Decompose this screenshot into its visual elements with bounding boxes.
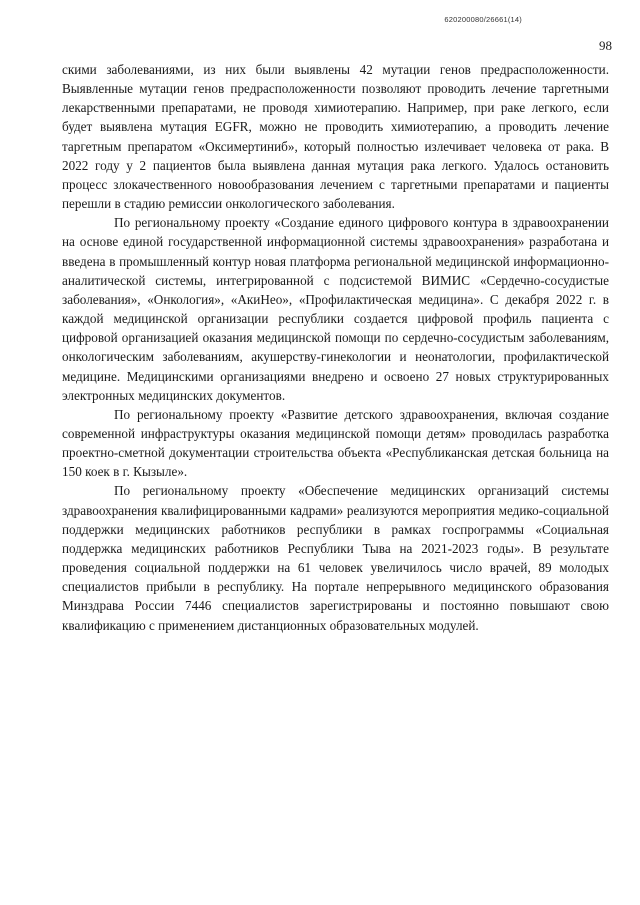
document-code: 620200080/26661(14) — [444, 15, 522, 24]
paragraph-digital-contour: По региональному проекту «Создание единого цифрового контура в здравоохранении на основе единой государственной информационной системы здравоохранения» разработана и введена в промышленный контур новая платформа региональной медицинской информационно-аналитической системы, интегрированной с подсистемой ВИМИС «Сердечно-сосудистые заболевания», «Онкология», «АкиНео», «Профилактическая медицина». С декабря 2022 г. в каждой медицинской организации республики создается цифровой профиль пациента с цифровой организацией оказания медицинской помощи по сердечно-сосудистым заболеваниям, онкологическим заболеваниям, акушерству-гинекологии и неонатологии, профилактической медицине. Медицинскими организациями внедрено и освоено 27 новых структурированных электронных медицинских документов. — [62, 215, 609, 403]
page-number: 98 — [599, 38, 612, 53]
paragraph-medical-staff: По региональному проекту «Обеспечение медицинских организаций системы здравоохранения квалифицированными кадрами» реализуются мероприятия медико-социальной поддержки медицинских работников республики в рамках госпрограммы «Социальная поддержка медицинских работников Республики Тыва на 2021-2023 годы». В результате проведения социальной поддержки на 61 человек увеличилось число врачей, 89 молодых специалистов прибыли в республику. На портале непрерывного медицинского образования Минздрава России 7446 специалистов зарегистрированы и постоянно повышают свою квалификацию с применением дистанционных образовательных модулей. — [62, 483, 609, 633]
paragraph-children-healthcare: По региональному проекту «Развитие детского здравоохранения, включая создание современной инфраструктуры оказания медицинской помощи детям» проводилась разработка проектно-сметной документации строительства объекта «Республиканская детская больница на 150 коек в г. Кызыле». — [62, 406, 609, 480]
paragraph-continuation: скими заболеваниями, из них были выявлены 42 мутации генов предрасположенности. Выявленные мутации генов предрасположенности позволяют проводить лечение таргетными лекарственными препаратами, не проводя химиотерапию. Например, при раке легкого, если будет выявлена мутация EGFR, можно не проводить химиотерапию, а проводить лечение таргетным препаратом «Оксимертиниб», который полностью излечивает человека от рака. В 2022 году у 2 пациентов была выявлена данная мутация рака легкого. Удалось остановить процесс злокачественного новообразования лечением с таргетными препаратами и пациенты перешли в стадию ремиссии онкологического заболевания. — [62, 62, 609, 212]
document-body — [62, 60, 609, 635]
